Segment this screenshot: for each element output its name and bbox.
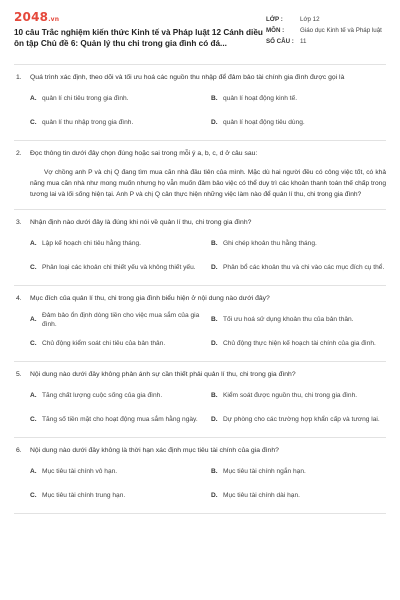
question-stem — [14, 149, 386, 159]
option-text: Mục tiêu tài chính trung hạn. — [42, 492, 126, 500]
option-letter: A. — [30, 468, 37, 476]
option-text: Dự phòng cho các trường hợp khẩn cấp và tương lai. — [223, 416, 380, 424]
header-left — [14, 10, 264, 64]
option-letter: D. — [211, 264, 218, 272]
option-text: Mục tiêu tài chính dài hạn. — [223, 492, 300, 500]
meta-class-value: Lớp 12 — [300, 16, 320, 23]
option-letter: C. — [30, 340, 37, 348]
question-2 — [14, 141, 386, 210]
question-number: 5. — [16, 371, 22, 378]
option-list — [30, 310, 386, 354]
option-letter: C. — [30, 264, 37, 272]
option-letter: B. — [211, 95, 218, 103]
question-text: Đọc thông tin dưới đây chọn đúng hoặc sai trong mỗi ý a, b, c, d ở câu sau: — [30, 150, 258, 157]
option-list — [30, 234, 386, 278]
option-letter: D. — [211, 416, 218, 424]
option-letter: A. — [30, 316, 37, 324]
option-d[interactable] — [211, 113, 386, 133]
option-a[interactable] — [30, 234, 205, 254]
question-stem — [14, 73, 386, 83]
option-text: Ghi chép khoản thu hằng tháng. — [223, 240, 317, 248]
option-text: quản lí hoạt động tiêu dùng. — [223, 119, 305, 127]
option-text: quản lí thu nhập trong gia đình. — [42, 119, 134, 127]
option-letter: B. — [211, 392, 218, 400]
option-letter: B. — [211, 468, 218, 476]
question-text: Nội dung nào dưới đây không phản ánh sự cần thiết phải quản lí thu, chi trong gia đình? — [30, 371, 296, 378]
option-d[interactable] — [211, 258, 386, 278]
option-text: Phân loại các khoản chi thiết yếu và không thiết yếu. — [42, 264, 196, 272]
option-b[interactable] — [211, 462, 386, 482]
meta-count-row — [266, 36, 386, 47]
option-a[interactable] — [30, 386, 205, 406]
option-text: Chủ động thực hiện kế hoạch tài chính của gia đình. — [223, 340, 376, 348]
option-letter: C. — [30, 416, 37, 424]
option-a[interactable] — [30, 462, 205, 482]
option-text: Lập kế hoạch chi tiêu hằng tháng. — [42, 240, 141, 248]
option-letter: C. — [30, 492, 37, 500]
question-number: 1. — [16, 74, 22, 81]
option-text: Kiểm soát được nguồn thu, chi trong gia đình. — [223, 392, 358, 400]
option-c[interactable] — [30, 334, 205, 354]
option-text: Tăng số tiền mặt cho hoạt động mua sắm hằng ngày. — [42, 416, 198, 424]
option-b[interactable] — [211, 234, 386, 254]
meta-count-value: 11 — [300, 38, 307, 45]
option-c[interactable] — [30, 258, 205, 278]
question-number: 6. — [16, 447, 22, 454]
question-stem — [14, 370, 386, 380]
question-text: Mục đích của quản lí thu, chi trong gia đình biểu hiện ở nội dung nào dưới đây? — [30, 295, 270, 302]
option-text: Phân bổ các khoản thu và chi vào các mục đích cụ thể. — [223, 264, 385, 272]
option-letter: B. — [211, 240, 218, 248]
option-list — [30, 386, 386, 430]
logo-suffix: .vn — [48, 16, 60, 23]
meta-info — [266, 10, 386, 64]
question-5 — [14, 362, 386, 438]
meta-class-row — [266, 14, 386, 25]
page-title: 10 câu Trắc nghiệm kiến thức Kinh tế và Pháp luật 12 Cánh diều ôn tập Chủ đề 6: Quản lý thu chi trong gia đình có đá... — [14, 28, 263, 48]
option-text: quản lí hoạt động kinh tế. — [223, 95, 298, 103]
meta-subject-row — [266, 25, 386, 36]
option-b[interactable] — [211, 310, 386, 330]
option-a[interactable] — [30, 89, 205, 109]
option-letter: A. — [30, 240, 37, 248]
option-text: Chủ động kiểm soát chi tiêu của bản thân. — [42, 340, 166, 348]
question-number: 2. — [16, 150, 22, 157]
question-stem — [14, 446, 386, 456]
question-number: 3. — [16, 219, 22, 226]
question-stem — [14, 294, 386, 304]
option-letter: D. — [211, 492, 218, 500]
option-a[interactable] — [30, 310, 205, 330]
reading-passage: Vợ chồng anh P và chị Q đang tìm mua căn nhà đầu tiên của mình. Mặc dù hai người đều có công việc tốt, có khả năng mua căn nhà như mong muốn nhưng họ vẫn muốn đảm bảo việc có thể duy trì các khoản thanh toán thế chấp trong tương lai và lối sống hiện tại. Anh P và chị Q cân thực hiện những việc làm nào để quản lí thu, chi trong gia đình? — [30, 169, 386, 198]
question-text: Nội dung nào dưới đây không là thời hạn xác định mục tiêu tài chính của gia đình? — [30, 447, 279, 454]
option-d[interactable] — [211, 410, 386, 430]
meta-class-label: LỚP : — [266, 16, 283, 23]
option-d[interactable] — [211, 486, 386, 506]
option-text: Mục tiêu tài chính vô hạn. — [42, 468, 118, 476]
question-number: 4. — [16, 295, 22, 302]
header — [0, 0, 400, 64]
option-list — [30, 89, 386, 133]
option-d[interactable] — [211, 334, 386, 354]
question-stem — [14, 218, 386, 228]
question-text: Nhận định nào dưới đây là đúng khi nói về quản lí thu, chi trong gia đình? — [30, 219, 252, 226]
option-list — [30, 462, 386, 506]
option-text: Đảm bảo ổn định dòng tiền cho việc mua sắm của gia đình. — [42, 311, 200, 328]
option-letter: A. — [30, 392, 37, 400]
question-6 — [14, 438, 386, 514]
meta-subject-label: MÔN : — [266, 27, 285, 34]
option-c[interactable] — [30, 410, 205, 430]
site-logo[interactable] — [14, 10, 264, 24]
question-text: Quá trình xác định, theo dõi và tối ưu hoá các nguồn thu nhập để đảm bảo tài chính gia đình được gọi là — [30, 74, 345, 81]
question-1 — [14, 65, 386, 141]
option-c[interactable] — [30, 113, 205, 133]
question-4 — [14, 286, 386, 362]
option-b[interactable] — [211, 386, 386, 406]
option-text: Tăng chất lượng cuộc sống của gia đình. — [42, 392, 163, 400]
option-text: Mục tiêu tài chính ngắn hạn. — [223, 468, 306, 476]
logo-main: 2048 — [14, 10, 49, 24]
option-c[interactable] — [30, 486, 205, 506]
meta-count-label: SỐ CÂU : — [266, 38, 294, 45]
option-text: quản lí chi tiêu trong gia đình. — [42, 95, 129, 103]
option-letter: C. — [30, 119, 37, 127]
option-letter: A. — [30, 95, 37, 103]
option-letter: D. — [211, 119, 218, 127]
meta-subject-value: Giáo dục Kinh tế và Pháp luật — [300, 27, 382, 34]
option-b[interactable] — [211, 89, 386, 109]
option-letter: B. — [211, 316, 218, 324]
option-letter: D. — [211, 340, 218, 348]
option-text: Tối ưu hoá sử dụng khoản thu của bản thân. — [223, 316, 354, 324]
question-3 — [14, 210, 386, 286]
